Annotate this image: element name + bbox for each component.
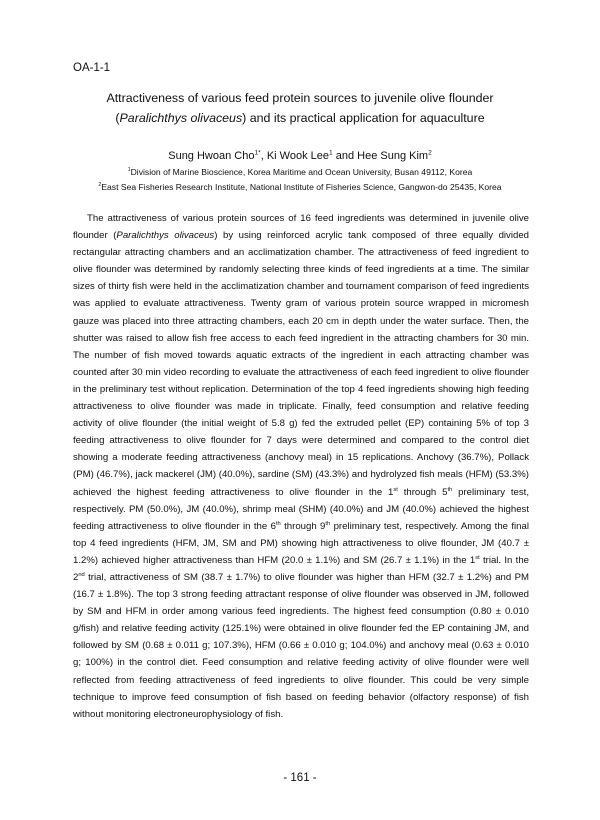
abstract-paragraph: The attractiveness of various protein sources of 16 feed ingredients was determined in juvenile olive flounder (Paralichthys olivaceus) by using reinforced acrylic tank composed of three equally divided rectangular attracting chambers and an acclimatization chamber. The attractiveness of feed ingredient to olive flounder was determined by randomly selecting three kinds of feed ingredients at a time. The similar sizes of thirty fish were held in the acclimatization chamber and tournament comparison of feed ingredients was applied to evaluate attractiveness. Twenty gram of various protein source wrapped in micromesh gauze was placed into three attracting chambers, each 20 cm in depth under the water surface. Then, the shutter was raised to allow fish free access to each feed ingredient in the attracting chambers for 30 min. The number of fish moved towards aquatic extracts of the ingredient in each attracting chamber was counted after 30 min video recording to evaluate the attractiveness of each feed ingredient to olive flounder in the preliminary test without replication. Determination of the top 4 feed ingredients showing high feeding attractiveness to olive flounder was made in triplicate. Finally, feed consumption and relative feeding activity of olive flounder (the initial weight of 5.8 g) fed the extruded pellet (EP) containing 5% of top 3 feeding attractiveness to olive flounder for 7 days were determined and compared to the control diet showing a moderate feeding attractiveness (anchovy meal) in 15 replications. Anchovy (36.7%), Pollack (PM) (46.7%), jack mackerel (JM) (40.0%), sardine (SM) (43.3%) and hydrolyzed fish meals (HFM) (53.3%) achieved the highest feeding attractiveness to olive flounder in the 1st through 5th preliminary test, respectively. PM (50.0%), JM (40.0%), shrimp meal (SHM) (40.0%) and JM (40.0%) achieved the highest feeding attractiveness to olive flounder in the 6th through 9th preliminary test, respectively. Among the final top 4 feed ingredients (HFM, JM, SM and PM) showing high attractiveness to olive flounder, JM (40.7 ± 1.2%) achieved higher attractiveness than HFM (20.0 ± 1.1%) and SM (26.7 ± 1.1%) in the 1st trial. In the 2nd trial, attractiveness of SM (38.7 ± 1.7%) to olive flounder was higher than HFM (32.7 ± 1.2%) and PM (16.7 ± 1.8%). The top 3 strong feeding attractant response of olive flounder was observed in JM, followed by SM and HFM in order among various feed ingredients. The highest feed consumption (0.80 ± 0.010 g/fish) and relative feeding activity (125.1%) were obtained in olive flounder fed the EP containing JM, and followed by SM (0.68 ± 0.011 g; 107.3%), HFM (0.66 ± 0.010 g; 104.0%) and anchovy meal (0.63 ± 0.010 g; 100%) in the control diet. Feed consumption and relative feeding activity of olive flounder were well reflected from feeding attractiveness of feed ingredients to olive flounder. This could be very simple technique to improve feed consumption of fish based on feeding behavior (olfactory response) of fish without monitoring electroneurophysiology of fish. bbox=[73, 213, 529, 720]
paper-title bbox=[60, 88, 540, 128]
species-name: Paralichthys olivaceus bbox=[116, 230, 215, 242]
author-name: Hee Sung Kim bbox=[357, 150, 429, 162]
author-list: Sung Hwoan Cho$^{1*}$, Ki Wook Lee$^1$ and Hee Sung Kim$^2$ bbox=[168, 149, 432, 162]
title-line-1: Attractiveness of various feed protein sources to juvenile olive flounder bbox=[106, 91, 494, 105]
species-name: Paralichthys olivaceus bbox=[119, 111, 243, 125]
title-line-2: (Paralichthys olivaceus) and its practical application for aquaculture bbox=[115, 111, 485, 125]
abstract bbox=[73, 210, 529, 723]
author-name: Ki Wook Lee bbox=[266, 150, 329, 162]
author-name: Sung Hwoan Cho bbox=[168, 150, 255, 162]
session-code: OA-1-1 bbox=[73, 62, 111, 74]
affiliations bbox=[40, 165, 560, 195]
page-number: - 161 - bbox=[283, 772, 317, 784]
affiliation-1: $^1$Division of Marine Bioscience, Korea Maritime and Ocean University, Busan 49112, Korea bbox=[127, 167, 473, 177]
affiliation-2: $^2$East Sea Fisheries Research Institute, National Institute of Fisheries Science, Gangwon-do 25435, Korea bbox=[98, 182, 502, 192]
